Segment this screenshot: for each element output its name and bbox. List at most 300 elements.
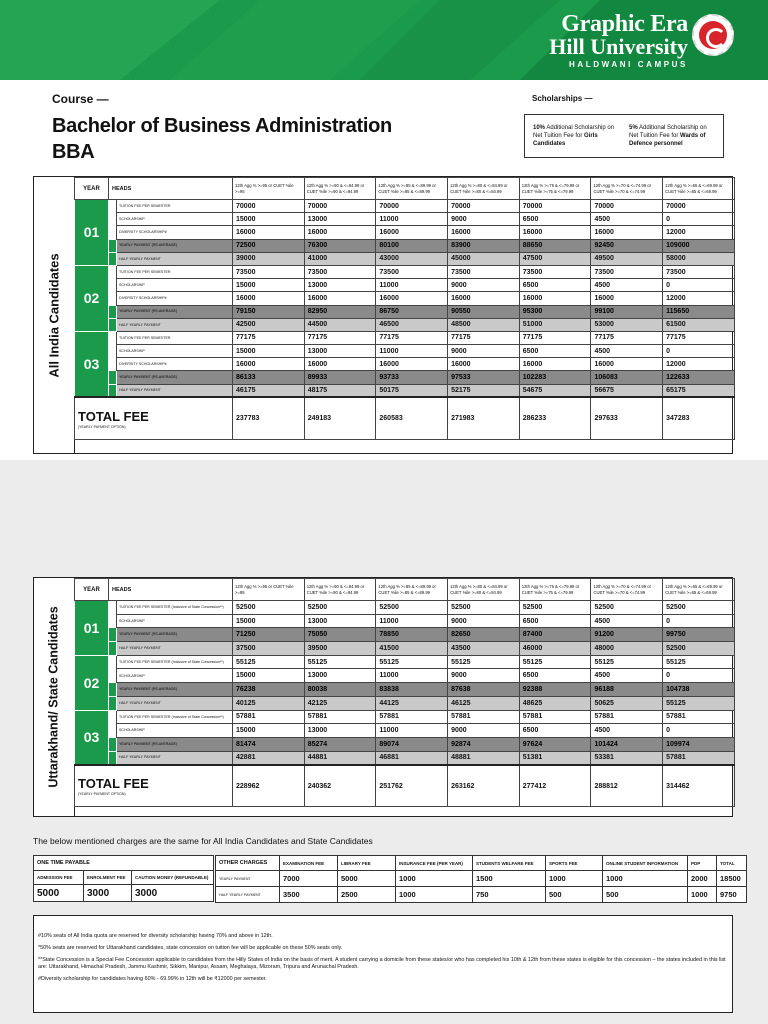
total-value: 240362 bbox=[304, 765, 376, 807]
row-marker bbox=[109, 710, 117, 724]
fee-row bbox=[75, 279, 735, 292]
fee-value: 88650 bbox=[519, 239, 591, 252]
fee-value: 55125 bbox=[233, 655, 305, 669]
fee-value: 83838 bbox=[376, 683, 448, 697]
state-side-label: Uttarakhand/ State Candidates bbox=[47, 606, 62, 788]
fee-value: 52500 bbox=[304, 601, 376, 615]
fee-value: 41000 bbox=[304, 252, 376, 265]
total-value: 277412 bbox=[519, 765, 591, 807]
fee-row bbox=[75, 737, 735, 751]
fee-value: 16000 bbox=[376, 226, 448, 239]
fee-value: 16000 bbox=[448, 292, 520, 305]
other-charges-row-label: YEARLY PAYMENT bbox=[216, 871, 280, 887]
row-marker bbox=[109, 655, 117, 669]
fee-value: 73500 bbox=[519, 265, 591, 278]
fee-value: 70000 bbox=[663, 200, 735, 213]
fee-value: 71250 bbox=[233, 628, 305, 642]
total-value: 237783 bbox=[233, 397, 305, 439]
fee-value: 57881 bbox=[591, 710, 663, 724]
other-charges-value: 1000 bbox=[546, 871, 603, 887]
fee-value: 80100 bbox=[376, 239, 448, 252]
row-label: YEARLY PAYMENT (RS.AVERAGE) bbox=[117, 683, 233, 697]
other-charges-value: 1000 bbox=[688, 887, 717, 903]
footnotes bbox=[33, 915, 733, 1013]
fee-value: 61500 bbox=[663, 318, 735, 331]
row-label: SCHOLARSHIP bbox=[117, 345, 233, 358]
row-label: SCHOLARSHIP bbox=[117, 213, 233, 226]
fee-value: 42125 bbox=[304, 696, 376, 710]
total-fee-title: TOTAL FEE bbox=[78, 408, 149, 424]
total-value: 297633 bbox=[591, 397, 663, 439]
fee-value: 53000 bbox=[591, 318, 663, 331]
fee-value: 4500 bbox=[591, 614, 663, 628]
other-charges-value: 5000 bbox=[338, 871, 396, 887]
row-marker bbox=[109, 331, 117, 344]
one-time-title: ONE TIME PAYABLE bbox=[34, 856, 214, 871]
row-marker bbox=[109, 642, 117, 656]
fee-value: 115650 bbox=[663, 305, 735, 318]
row-label: DIVERSITY SCHOLARSHIP# bbox=[117, 358, 233, 371]
fee-value: 12000 bbox=[663, 226, 735, 239]
row-label: DIVERSITY SCHOLARSHIP# bbox=[117, 226, 233, 239]
fee-value: 52500 bbox=[233, 601, 305, 615]
fee-value: 102283 bbox=[519, 371, 591, 384]
course-title bbox=[52, 113, 452, 165]
footnote: *50% seats are reserved for Uttarakhand candidates, state concession on tuition fee will be applicable on these 50% seats only. bbox=[38, 945, 343, 951]
fee-value: 47500 bbox=[519, 252, 591, 265]
year-number: 01 bbox=[75, 200, 109, 266]
other-charges-value: 1000 bbox=[396, 871, 473, 887]
fee-value: 104738 bbox=[663, 683, 735, 697]
fee-value: 77175 bbox=[519, 331, 591, 344]
fee-value: 56675 bbox=[591, 384, 663, 397]
year-number: 02 bbox=[75, 655, 109, 710]
fee-value: 70000 bbox=[233, 200, 305, 213]
total-fee-title: TOTAL FEE bbox=[78, 776, 149, 791]
fee-value: 15000 bbox=[233, 213, 305, 226]
row-marker bbox=[109, 601, 117, 615]
fee-value: 70000 bbox=[304, 200, 376, 213]
fee-value: 51000 bbox=[519, 318, 591, 331]
row-label: YEARLY PAYMENT (RS.AVERAGE) bbox=[117, 371, 233, 384]
scholarships-box bbox=[524, 114, 724, 158]
fee-row bbox=[75, 265, 735, 278]
fee-value: 13000 bbox=[304, 614, 376, 628]
other-charges-value: 500 bbox=[546, 887, 603, 903]
fee-value: 73500 bbox=[376, 265, 448, 278]
fee-value: 57881 bbox=[663, 751, 735, 765]
fee-value: 76238 bbox=[233, 683, 305, 697]
fee-value: 46125 bbox=[448, 696, 520, 710]
fee-row bbox=[75, 331, 735, 344]
logo-line1: Graphic Era bbox=[561, 11, 688, 37]
row-marker bbox=[109, 628, 117, 642]
row-label: YEARLY PAYMENT (RS.AVERAGE) bbox=[117, 628, 233, 642]
total-value: 286233 bbox=[519, 397, 591, 439]
fee-value: 70000 bbox=[591, 200, 663, 213]
fee-value: 16000 bbox=[591, 226, 663, 239]
other-charges-value: 1000 bbox=[603, 871, 688, 887]
fee-value: 13000 bbox=[304, 279, 376, 292]
row-marker bbox=[109, 371, 117, 384]
fee-value: 15000 bbox=[233, 345, 305, 358]
fee-value: 87400 bbox=[519, 628, 591, 642]
fee-value: 16000 bbox=[519, 292, 591, 305]
footnote: **State Concession is a Special Fee Concession applicable to candidates from the Hilly States of India on the basis of merit. A student carrying a domicile from these states/or who has completed his 10th & 12th from these states is eligible for this concession – the states included in this list are: Uttarakhand, Himachal Pradesh, Jammu Kashmir, Sikkim, Manipur, Assam, Meghalaya, Mizoram, Tripura and Arunachal Pradesh. bbox=[38, 957, 726, 970]
fee-value: 73500 bbox=[233, 265, 305, 278]
fee-value: 87638 bbox=[448, 683, 520, 697]
fee-value: 15000 bbox=[233, 614, 305, 628]
fee-value: 92450 bbox=[591, 239, 663, 252]
fee-value: 37500 bbox=[233, 642, 305, 656]
row-marker bbox=[109, 265, 117, 278]
other-charges-head: ONLINE STUDENT INFORMATION bbox=[603, 856, 688, 871]
fee-value: 77175 bbox=[233, 331, 305, 344]
year-number: 03 bbox=[75, 710, 109, 765]
fee-value: 16000 bbox=[591, 292, 663, 305]
fee-value: 16000 bbox=[591, 358, 663, 371]
fee-value: 16000 bbox=[448, 226, 520, 239]
fee-value: 51381 bbox=[519, 751, 591, 765]
total-value: 314462 bbox=[663, 765, 735, 807]
fee-value: 41500 bbox=[376, 642, 448, 656]
fee-value: 4500 bbox=[591, 279, 663, 292]
row-label: HALF YEARLY PAYMENT bbox=[117, 384, 233, 397]
fee-value: 89933 bbox=[304, 371, 376, 384]
fee-value: 9000 bbox=[448, 724, 520, 738]
row-label: HALF YEARLY PAYMENT bbox=[117, 751, 233, 765]
fee-value: 122633 bbox=[663, 371, 735, 384]
fee-value: 16000 bbox=[304, 226, 376, 239]
row-label: HALF YEARLY PAYMENT bbox=[117, 318, 233, 331]
total-fee-sub: (YEARLY PAYMENT OPTION) bbox=[78, 792, 126, 796]
criteria-header: 12th Agg % >=65 & <=69.99 or CUET %ile >=65 & <=69.99 bbox=[663, 579, 735, 601]
fee-value: 16000 bbox=[304, 292, 376, 305]
fee-value: 101424 bbox=[591, 737, 663, 751]
fee-value: 85274 bbox=[304, 737, 376, 751]
fee-grid-all-india bbox=[74, 177, 735, 440]
fee-value: 12000 bbox=[663, 358, 735, 371]
fee-value: 15000 bbox=[233, 279, 305, 292]
fee-value: 16000 bbox=[448, 358, 520, 371]
fee-value: 55125 bbox=[304, 655, 376, 669]
one-time-value: 5000 bbox=[34, 885, 84, 902]
fee-value: 86750 bbox=[376, 305, 448, 318]
course-title-line2: BBA bbox=[52, 141, 95, 163]
row-label: YEARLY PAYMENT (RS.AVERAGE) bbox=[117, 239, 233, 252]
row-marker bbox=[109, 614, 117, 628]
fee-value: 57881 bbox=[376, 710, 448, 724]
fee-value: 13000 bbox=[304, 669, 376, 683]
footnote: #10% seats of All India quota are reserved for diversity scholarship having 70% and above in 12th. bbox=[38, 933, 273, 939]
scholarships-label: Scholarships — bbox=[532, 94, 593, 103]
row-label: TUITION FEE PER SEMESTER (Inclusive of State Concession**) bbox=[117, 655, 233, 669]
row-marker bbox=[109, 384, 117, 397]
other-charges-head: TOTAL bbox=[717, 856, 747, 871]
course-title-line1: Bachelor of Business Administration bbox=[52, 115, 392, 137]
row-marker bbox=[109, 279, 117, 292]
criteria-header: 12th Agg % >=90 & <=94.99 or CUET %ile >=90 & <=94.99 bbox=[304, 579, 376, 601]
fee-value: 95300 bbox=[519, 305, 591, 318]
fee-value: 91200 bbox=[591, 628, 663, 642]
other-charges-table bbox=[215, 855, 747, 903]
row-marker bbox=[109, 358, 117, 371]
fee-value: 6500 bbox=[519, 669, 591, 683]
fee-value: 99100 bbox=[591, 305, 663, 318]
year-number: 02 bbox=[75, 265, 109, 331]
other-charges-head: PDP bbox=[688, 856, 717, 871]
fee-value: 55125 bbox=[448, 655, 520, 669]
header-banner bbox=[0, 0, 768, 80]
row-marker bbox=[109, 239, 117, 252]
fee-value: 16000 bbox=[233, 226, 305, 239]
fee-value: 73500 bbox=[663, 265, 735, 278]
fee-value: 82650 bbox=[448, 628, 520, 642]
criteria-header: 12th Agg % >=65 & <=69.99 or CUET %ile >=65 & <=69.99 bbox=[663, 178, 735, 200]
fee-value: 99750 bbox=[663, 628, 735, 642]
fee-value: 44881 bbox=[304, 751, 376, 765]
university-logo bbox=[549, 12, 688, 69]
total-value: 263162 bbox=[448, 765, 520, 807]
fee-row bbox=[75, 724, 735, 738]
fee-row bbox=[75, 601, 735, 615]
fee-value: 6500 bbox=[519, 213, 591, 226]
fee-row bbox=[75, 318, 735, 331]
fee-value: 92874 bbox=[448, 737, 520, 751]
fee-value: 55125 bbox=[376, 655, 448, 669]
criteria-header: 12th Agg % >=75 & <=79.99 or CUET %ile >=75 & <=79.99 bbox=[519, 178, 591, 200]
fee-value: 106083 bbox=[591, 371, 663, 384]
fee-value: 77175 bbox=[663, 331, 735, 344]
fee-value: 39000 bbox=[233, 252, 305, 265]
fee-row bbox=[75, 213, 735, 226]
fee-value: 55125 bbox=[663, 696, 735, 710]
other-charges-value: 1500 bbox=[473, 871, 546, 887]
fee-value: 79150 bbox=[233, 305, 305, 318]
fee-value: 9000 bbox=[448, 279, 520, 292]
fee-value: 76300 bbox=[304, 239, 376, 252]
criteria-header: 12th Agg % >=95 or CUET %ile >=95 bbox=[233, 178, 305, 200]
fee-value: 72500 bbox=[233, 239, 305, 252]
fee-value: 53381 bbox=[591, 751, 663, 765]
other-charges-value: 9750 bbox=[717, 887, 747, 903]
fee-row bbox=[75, 358, 735, 371]
fee-value: 70000 bbox=[448, 200, 520, 213]
fee-value: 45000 bbox=[448, 252, 520, 265]
fee-value: 57881 bbox=[519, 710, 591, 724]
other-charges-value: 1000 bbox=[396, 887, 473, 903]
fee-value: 4500 bbox=[591, 724, 663, 738]
fee-value: 16000 bbox=[519, 226, 591, 239]
fee-value: 52500 bbox=[519, 601, 591, 615]
fee-value: 0 bbox=[663, 345, 735, 358]
fee-value: 97624 bbox=[519, 737, 591, 751]
row-label: SCHOLARSHIP bbox=[117, 669, 233, 683]
one-time-value: 3000 bbox=[84, 885, 132, 902]
other-charges-value: 18500 bbox=[717, 871, 747, 887]
fee-value: 46000 bbox=[519, 642, 591, 656]
fee-value: 78850 bbox=[376, 628, 448, 642]
row-label: SCHOLARSHIP bbox=[117, 724, 233, 738]
row-label: SCHOLARSHIP bbox=[117, 614, 233, 628]
scholarship-girls: 10% Additional Scholarship on Net Tuition Fee for Girls Candidates bbox=[533, 125, 615, 147]
fee-value: 70000 bbox=[376, 200, 448, 213]
fee-value: 77175 bbox=[376, 331, 448, 344]
fee-value: 52500 bbox=[448, 601, 520, 615]
row-marker bbox=[109, 226, 117, 239]
fee-value: 46175 bbox=[233, 384, 305, 397]
total-fee-label bbox=[75, 397, 233, 439]
criteria-header: 12th Agg % >=80 & <=84.99 or CUET %ile >=80 & <=84.99 bbox=[448, 178, 520, 200]
fee-value: 13000 bbox=[304, 345, 376, 358]
year-header: YEAR bbox=[75, 178, 109, 200]
fee-value: 9000 bbox=[448, 669, 520, 683]
row-marker bbox=[109, 696, 117, 710]
fee-value: 57881 bbox=[663, 710, 735, 724]
fee-row bbox=[75, 683, 735, 697]
fee-value: 48625 bbox=[519, 696, 591, 710]
fee-value: 57881 bbox=[233, 710, 305, 724]
row-label: TUITION FEE PER SEMESTER bbox=[117, 200, 233, 213]
fee-value: 4500 bbox=[591, 345, 663, 358]
fee-value: 82950 bbox=[304, 305, 376, 318]
fee-value: 46881 bbox=[376, 751, 448, 765]
fee-value: 81474 bbox=[233, 737, 305, 751]
row-marker bbox=[109, 318, 117, 331]
fee-value: 42500 bbox=[233, 318, 305, 331]
fee-value: 9000 bbox=[448, 213, 520, 226]
fee-value: 55125 bbox=[591, 655, 663, 669]
heads-header: HEADS bbox=[109, 579, 233, 601]
fee-value: 11000 bbox=[376, 345, 448, 358]
total-value: 249183 bbox=[304, 397, 376, 439]
fee-value: 93733 bbox=[376, 371, 448, 384]
fee-value: 48000 bbox=[591, 642, 663, 656]
fee-row bbox=[75, 384, 735, 397]
fee-value: 16000 bbox=[376, 292, 448, 305]
fee-value: 52500 bbox=[663, 601, 735, 615]
footnote: #Diversity scholarship for candidates having 60% - 69.99% in 12th will be ₹12000 per semester. bbox=[38, 976, 267, 982]
total-value: 251762 bbox=[376, 765, 448, 807]
fee-value: 12000 bbox=[663, 292, 735, 305]
other-charges-title: OTHER CHARGES bbox=[216, 856, 280, 871]
fee-value: 15000 bbox=[233, 724, 305, 738]
fee-value: 0 bbox=[663, 213, 735, 226]
row-label: YEARLY PAYMENT (RS.AVERAGE) bbox=[117, 305, 233, 318]
fee-value: 16000 bbox=[376, 358, 448, 371]
row-marker bbox=[109, 683, 117, 697]
fee-value: 50175 bbox=[376, 384, 448, 397]
fee-row bbox=[75, 226, 735, 239]
fee-row bbox=[75, 371, 735, 384]
criteria-header: 12th Agg % >=85 & <=89.99 or CUET %ile >=85 & <=89.99 bbox=[376, 579, 448, 601]
row-marker bbox=[109, 345, 117, 358]
fee-value: 77175 bbox=[304, 331, 376, 344]
fee-value: 55125 bbox=[663, 655, 735, 669]
row-label: HALF YEARLY PAYMENT bbox=[117, 252, 233, 265]
total-fee-sub: (YEARLY PAYMENT OPTION) bbox=[78, 424, 126, 429]
fee-value: 96188 bbox=[591, 683, 663, 697]
one-time-head: ADMISSION FEE bbox=[34, 871, 84, 885]
fee-value: 77175 bbox=[448, 331, 520, 344]
row-label: HALF YEARLY PAYMENT bbox=[117, 642, 233, 656]
row-label: YEARLY PAYMENT (RS.AVERAGE) bbox=[117, 737, 233, 751]
fee-value: 0 bbox=[663, 669, 735, 683]
fee-value: 49500 bbox=[591, 252, 663, 265]
criteria-header: 12th Agg % >=80 & <=84.99 or CUET %ile >=80 & <=84.99 bbox=[448, 579, 520, 601]
total-value: 347283 bbox=[663, 397, 735, 439]
logo-line3: HALDWANI CAMPUS bbox=[569, 60, 688, 69]
fee-value: 13000 bbox=[304, 724, 376, 738]
fee-value: 109974 bbox=[663, 737, 735, 751]
fee-value: 16000 bbox=[519, 358, 591, 371]
fee-value: 52175 bbox=[448, 384, 520, 397]
row-marker bbox=[109, 292, 117, 305]
row-label: HALF YEARLY PAYMENT bbox=[117, 696, 233, 710]
course-label: Course — bbox=[52, 92, 109, 106]
fee-value: 44125 bbox=[376, 696, 448, 710]
one-time-payable-table bbox=[33, 855, 214, 902]
criteria-header: 12th Agg % >=75 & <=79.99 or CUET %ile >=75 & <=79.99 bbox=[519, 579, 591, 601]
fee-value: 0 bbox=[663, 724, 735, 738]
fee-value: 9000 bbox=[448, 614, 520, 628]
fee-value: 11000 bbox=[376, 724, 448, 738]
other-charges-value: 500 bbox=[603, 887, 688, 903]
year-number: 03 bbox=[75, 331, 109, 397]
row-marker bbox=[109, 724, 117, 738]
other-charges-head: INSURANCE FEE (PER YEAR) bbox=[396, 856, 473, 871]
fee-value: 15000 bbox=[233, 669, 305, 683]
fee-value: 42881 bbox=[233, 751, 305, 765]
fee-value: 77175 bbox=[591, 331, 663, 344]
fee-row bbox=[75, 642, 735, 656]
fee-value: 83900 bbox=[448, 239, 520, 252]
logo-line2: Hill University bbox=[549, 34, 688, 59]
fee-value: 11000 bbox=[376, 213, 448, 226]
fee-value: 0 bbox=[663, 614, 735, 628]
total-value: 288812 bbox=[591, 765, 663, 807]
other-charges-value: 7000 bbox=[280, 871, 338, 887]
fee-value: 4500 bbox=[591, 669, 663, 683]
fee-value: 86133 bbox=[233, 371, 305, 384]
fee-value: 52500 bbox=[663, 642, 735, 656]
fee-value: 109000 bbox=[663, 239, 735, 252]
fee-value: 4500 bbox=[591, 213, 663, 226]
fee-value: 75050 bbox=[304, 628, 376, 642]
fee-row bbox=[75, 710, 735, 724]
criteria-header: 12th Agg % >=70 & <=74.99 or CUET %ile >=70 & <=74.99 bbox=[591, 579, 663, 601]
fee-value: 6500 bbox=[519, 279, 591, 292]
criteria-header: 12th Agg % >=85 & <=89.99 or CUET %ile >=85 & <=89.99 bbox=[376, 178, 448, 200]
fee-value: 6500 bbox=[519, 724, 591, 738]
charges-note: The below mentioned charges are the same for All India Candidates and State Candidates bbox=[33, 836, 373, 846]
year-number: 01 bbox=[75, 601, 109, 656]
fee-row bbox=[75, 628, 735, 642]
fee-value: 58000 bbox=[663, 252, 735, 265]
total-value: 260583 bbox=[376, 397, 448, 439]
fee-row bbox=[75, 751, 735, 765]
fee-row bbox=[75, 614, 735, 628]
fee-value: 16000 bbox=[304, 358, 376, 371]
fee-value: 46500 bbox=[376, 318, 448, 331]
fee-row bbox=[75, 239, 735, 252]
other-charges-value: 3500 bbox=[280, 887, 338, 903]
university-seal-icon bbox=[692, 14, 734, 56]
criteria-header: 12th Agg % >=95 or CUET %ile >=95 bbox=[233, 579, 305, 601]
row-label: TUITION FEE PER SEMESTER bbox=[117, 331, 233, 344]
fee-value: 40125 bbox=[233, 696, 305, 710]
heads-header: HEADS bbox=[109, 178, 233, 200]
